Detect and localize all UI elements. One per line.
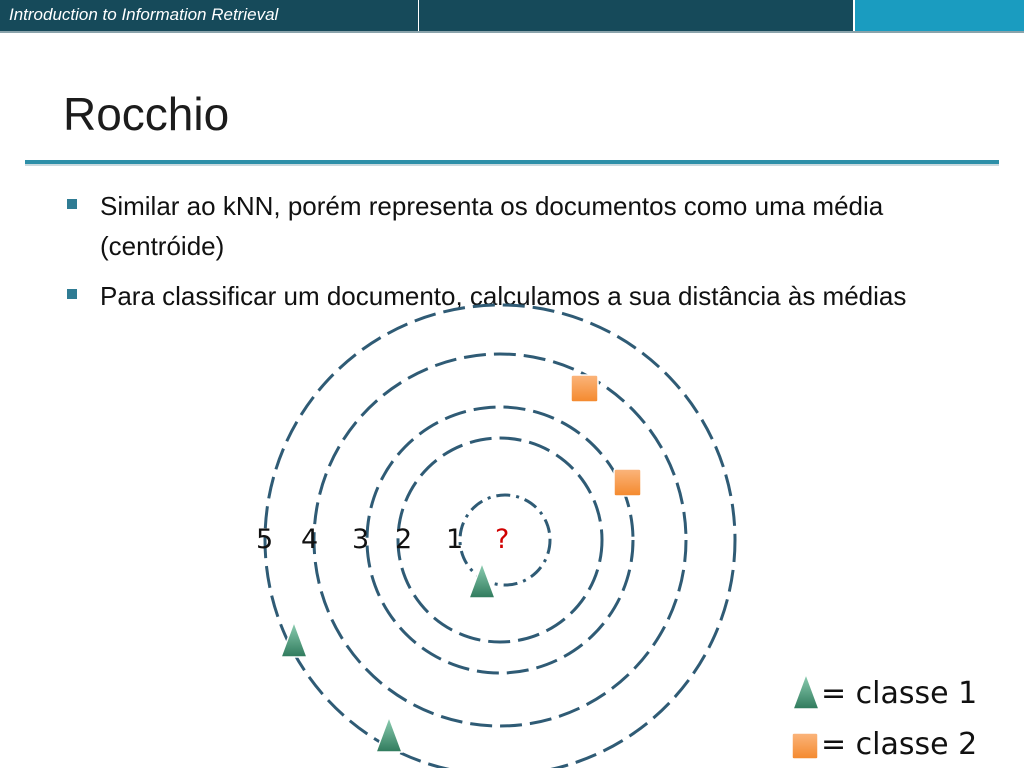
ring-label-2: 2 [395, 524, 413, 555]
bullet-text: Similar ao kNN, porém representa os documentos como uma média (centróide) [100, 191, 884, 261]
legend-square-icon [792, 733, 818, 759]
class1-triangle-b [281, 622, 307, 657]
class2-square-a [571, 375, 598, 402]
ring-label-1: 1 [446, 524, 464, 555]
query-label: ? [495, 524, 510, 555]
legend-class1-label: = classe 1 [821, 676, 978, 711]
ring-label-3: 3 [352, 524, 370, 555]
class1-triangle-c [376, 717, 402, 752]
legend [792, 674, 977, 762]
slide-title: Rocchio [63, 88, 230, 140]
class1-triangle-a [469, 563, 495, 598]
ring-label-5: 5 [256, 524, 274, 555]
legend-triangle-icon [793, 674, 819, 709]
class2-square-b [614, 469, 641, 496]
ring-label-4: 4 [301, 524, 319, 555]
bullet-text: Para classificar um documento, calculamos a sua distância às médias [100, 281, 907, 311]
course-title: Introduction to Information Retrieval [9, 5, 279, 24]
legend-class2-label: = classe 2 [821, 727, 978, 762]
